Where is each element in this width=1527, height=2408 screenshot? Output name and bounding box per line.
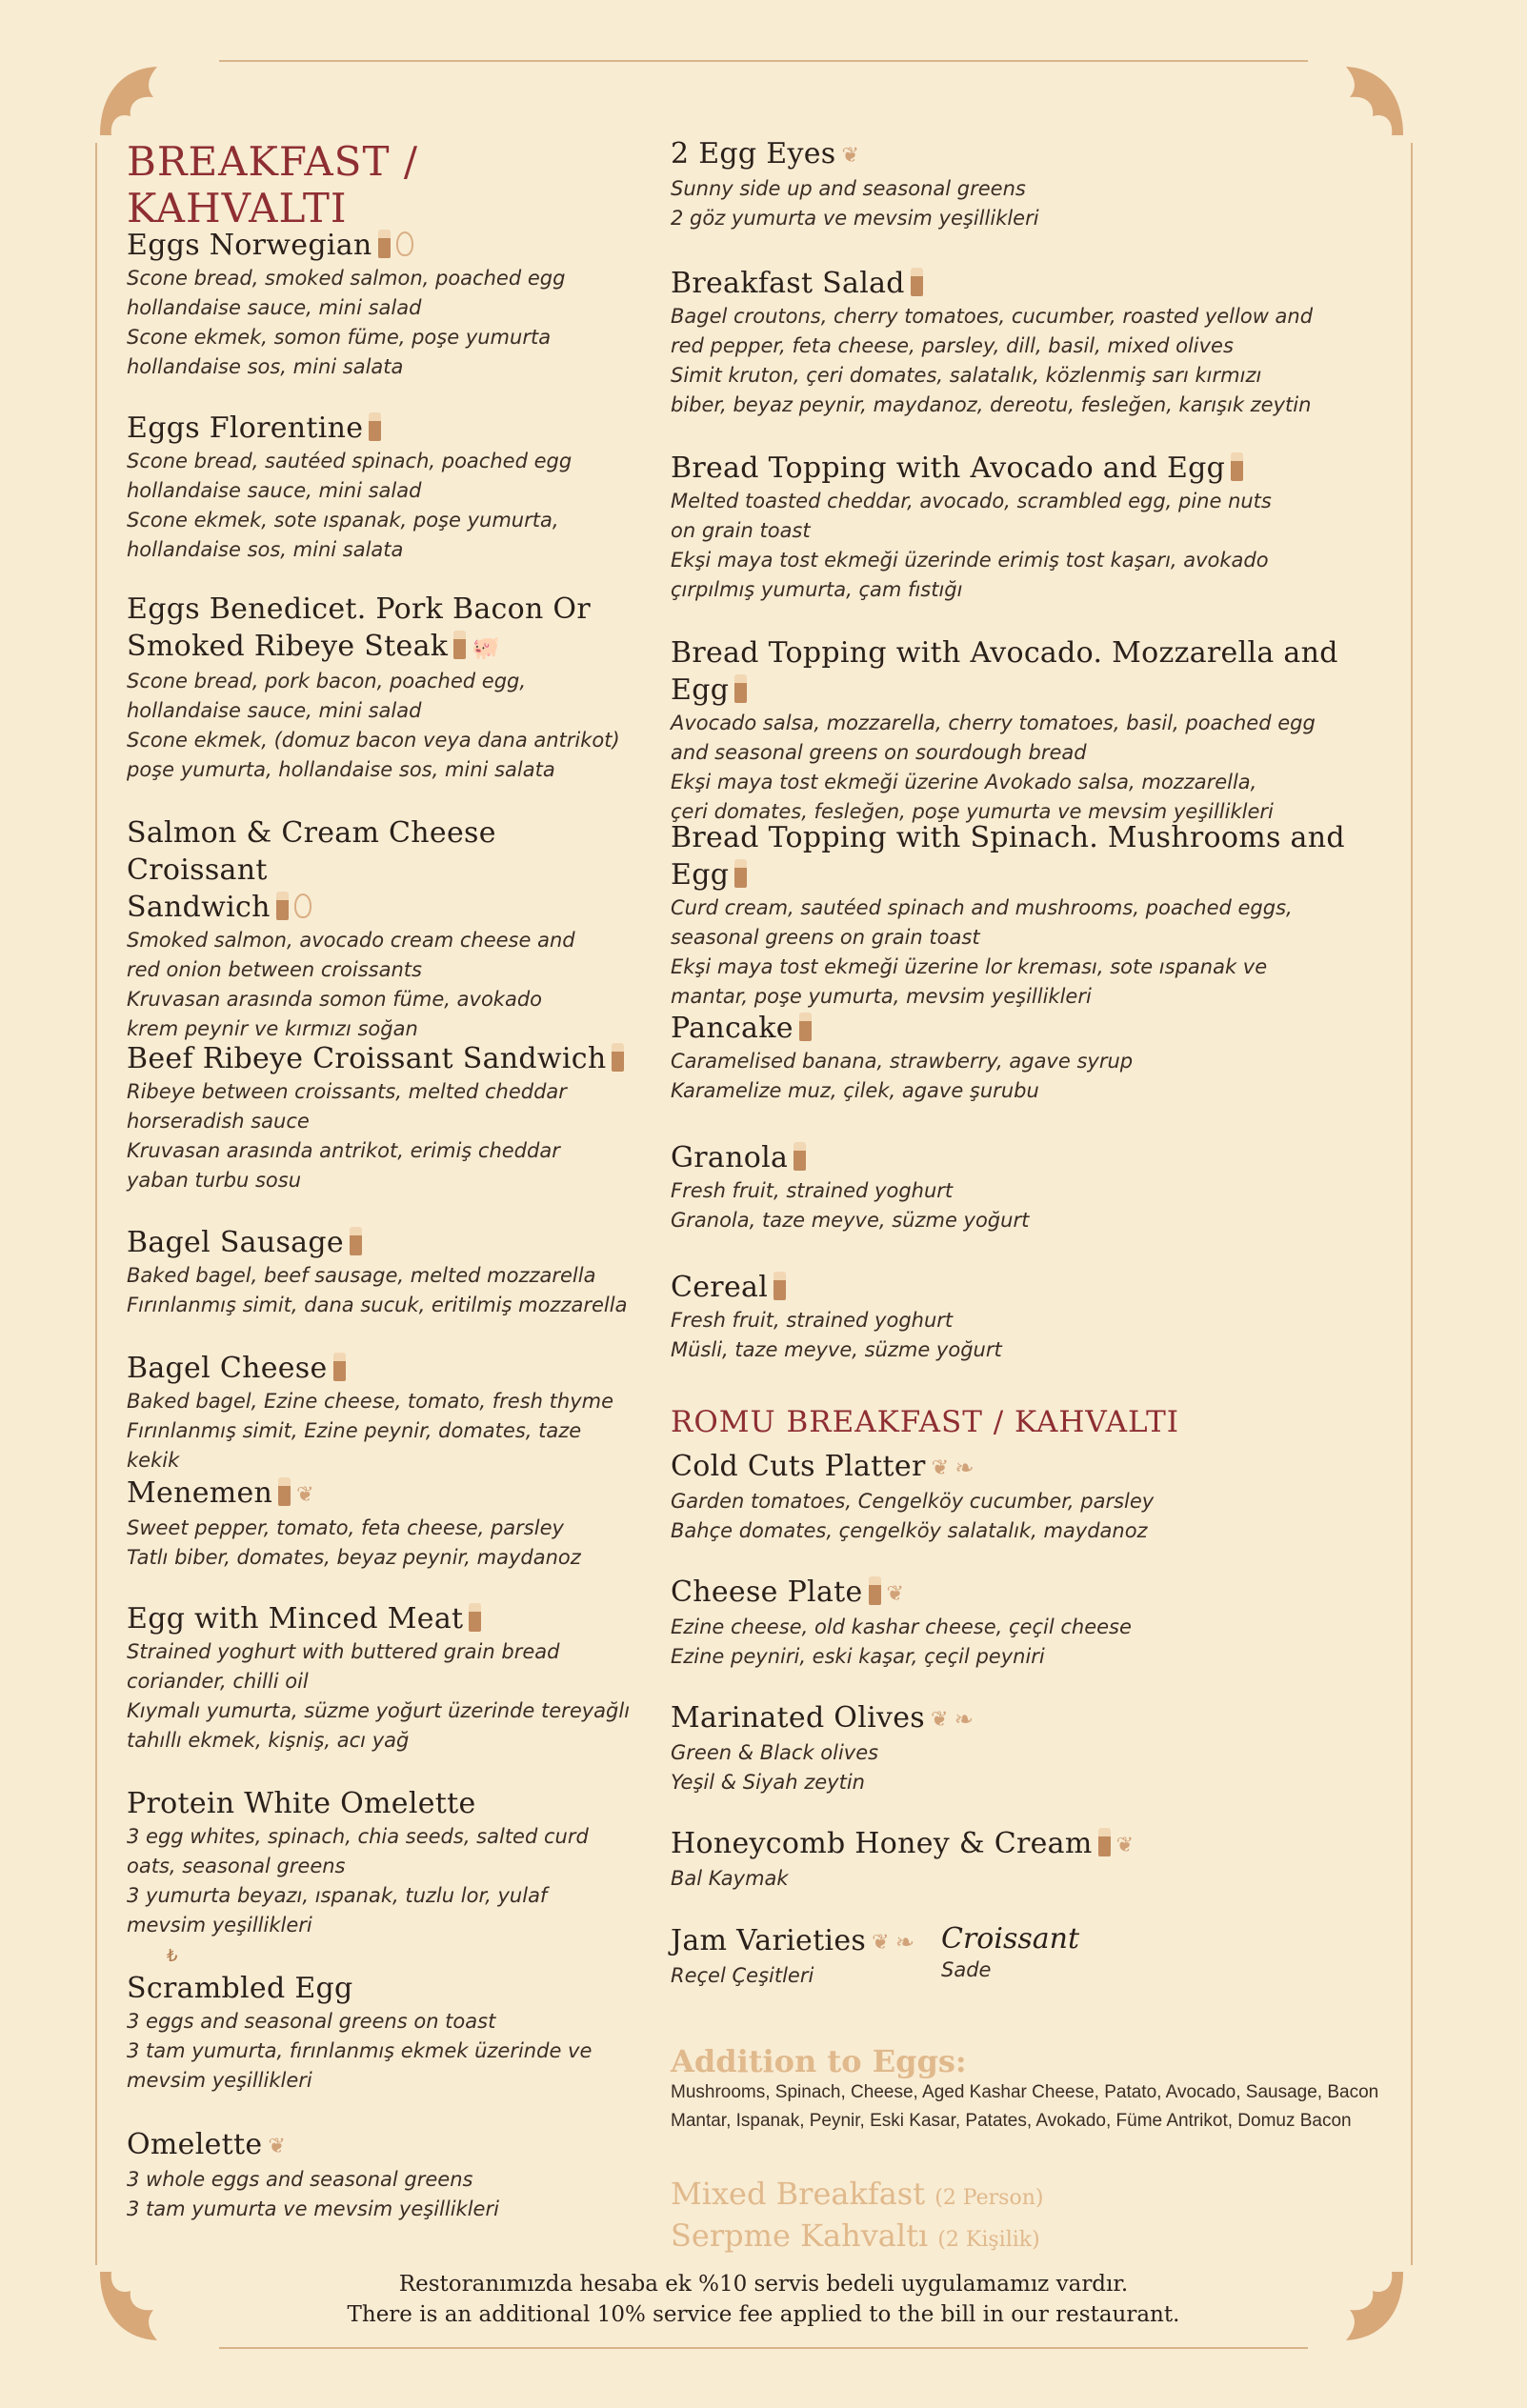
drink-icon bbox=[1231, 452, 1243, 481]
frame-bottom-line bbox=[219, 2347, 1308, 2349]
menu-item-description: çeri domates, fesleğen, poşe yumurta ve mevsim yeşillikleri bbox=[671, 800, 1274, 823]
menu-item-name-text: Scrambled Egg bbox=[127, 1972, 353, 2005]
section-title-romu: ROMU BREAKFAST / KAHVALTI bbox=[671, 1405, 1180, 1439]
egg-icon bbox=[396, 231, 413, 256]
menu-item-name-text: Eggs Norwegian bbox=[127, 229, 372, 262]
drink-icon bbox=[799, 1013, 812, 1041]
lira-mark: ₺ bbox=[167, 1946, 178, 1966]
service-fee-note-tr: Restoranımızda hesaba ek %10 servis bedeli uygulamamız vardır. bbox=[398, 2272, 1129, 2297]
menu-item-description: Fırınlanmış simit, dana sucuk, eritilmiş mozzarella bbox=[127, 1294, 628, 1316]
menu-item-description: Karamelize muz, çilek, agave şurubu bbox=[671, 1079, 1039, 1102]
wheat-icon: ❦ bbox=[886, 1581, 905, 1606]
menu-item-name-text: Omelette bbox=[127, 2128, 263, 2161]
menu-item-name-text: Granola bbox=[671, 1141, 789, 1174]
frame-top-line bbox=[219, 60, 1308, 62]
corner-ornament-icon bbox=[1308, 59, 1413, 145]
menu-item bbox=[127, 1970, 632, 2096]
frame-right-line bbox=[1411, 143, 1413, 2265]
menu-item bbox=[127, 2126, 632, 2224]
menu-item-description: Fresh fruit, strained yoghurt bbox=[671, 1309, 954, 1332]
menu-item-description: Reçel Çeşitleri bbox=[671, 1963, 814, 1987]
menu-item-description: Green & Black olives bbox=[671, 1740, 879, 1764]
menu-item-description: Fırınlanmış simit, Ezine peynir, domates, taze kekik bbox=[127, 1419, 582, 1472]
menu-item-name-text: Menemen bbox=[127, 1476, 273, 1510]
menu-item-name bbox=[671, 450, 1404, 487]
drink-icon bbox=[276, 892, 289, 920]
leaf-icon: ❧ bbox=[954, 1454, 974, 1481]
menu-item-description: Strained yoghurt with buttered grain bread bbox=[127, 1640, 560, 1663]
menu-item-description: Curd cream, sautéed spinach and mushrooms, poached eggs, bbox=[671, 896, 1293, 919]
menu-item-description: Scone ekmek, somon füme, poşe yumurta bbox=[127, 326, 552, 349]
menu-item-description: 3 eggs and seasonal greens on toast bbox=[127, 2010, 496, 2033]
mixed-breakfast-persons: (2 Person) bbox=[934, 2186, 1044, 2210]
menu-item-description: 3 whole eggs and seasonal greens bbox=[127, 2167, 473, 2191]
menu-item-description: red pepper, feta cheese, parsley, dill, basil, mixed olives bbox=[671, 334, 1234, 357]
menu-item-description: Kruvasan arasında somon füme, avokado bbox=[127, 988, 542, 1011]
menu-item bbox=[671, 135, 1404, 233]
menu-item-name-text: Bagel Sausage bbox=[127, 1226, 344, 1259]
menu-item-description: Sweet pepper, tomato, feta cheese, parsley bbox=[127, 1515, 564, 1539]
menu-item-description: krem peynir ve kırmızı soğan bbox=[127, 1017, 418, 1040]
drink-icon bbox=[869, 1576, 881, 1605]
menu-item-name bbox=[671, 1269, 1404, 1306]
menu-item-name bbox=[127, 591, 632, 628]
menu-item-description: mantar, poşe yumurta, mevsim yeşillikleri bbox=[671, 985, 1092, 1008]
menu-item-description: Ribeye between croissants, melted cheddar bbox=[127, 1080, 567, 1103]
menu-item-description: Avocado salsa, mozzarella, cherry tomatoes, basil, poached egg bbox=[671, 712, 1316, 734]
menu-item-name-text: Smoked Ribeye Steak bbox=[127, 630, 449, 663]
leaf-icon: ❧ bbox=[894, 1928, 915, 1956]
menu-item-description: and seasonal greens on sourdough bread bbox=[671, 741, 1087, 764]
page-title: BREAKFAST / KAHVALTI bbox=[127, 138, 418, 231]
menu-item-name bbox=[671, 265, 1404, 302]
menu-item-name bbox=[127, 1350, 632, 1387]
menu-item bbox=[127, 1350, 632, 1475]
menu-item-description: Bahçe domates, çengelköy salatalık, maydanoz bbox=[671, 1518, 1148, 1542]
menu-item bbox=[671, 1825, 1404, 1894]
menu-item bbox=[671, 1269, 1404, 1365]
menu-item-description: 3 egg whites, spinach, chia seeds, salted curd bbox=[127, 1825, 589, 1848]
menu-item-name-text: Cheese Plate bbox=[671, 1575, 863, 1609]
wheat-icon: ❦ bbox=[1115, 1833, 1135, 1857]
menu-item-description: yaban turbu sosu bbox=[127, 1169, 302, 1192]
frame-left-line bbox=[95, 143, 97, 2265]
menu-item-description: Ezine peyniri, eski kaşar, çeçil peyniri bbox=[671, 1644, 1045, 1668]
wheat-icon: ❦ bbox=[931, 1455, 950, 1480]
menu-item-name-text: Breakfast Salad bbox=[671, 267, 905, 300]
menu-item bbox=[671, 1139, 1404, 1235]
serpme-kahvalti-label: Serpme Kahvaltı bbox=[671, 2217, 929, 2254]
drink-icon bbox=[612, 1043, 624, 1072]
drink-icon bbox=[734, 674, 747, 703]
croissant-item bbox=[941, 1922, 1079, 1983]
menu-item bbox=[671, 450, 1404, 605]
menu-item-description: Simit kruton, çeri domates, salatalık, közlenmiş sarı kırmızı bbox=[671, 364, 1262, 387]
menu-item bbox=[127, 1040, 632, 1195]
menu-item-name bbox=[127, 1970, 632, 2007]
menu-item-description: hollandaise sos, mini salata bbox=[127, 355, 404, 378]
menu-item-description: Caramelised banana, strawberry, agave syrup bbox=[671, 1050, 1134, 1073]
menu-item-description: Sunny side up and seasonal greens bbox=[671, 176, 1026, 200]
drink-icon bbox=[794, 1142, 806, 1171]
menu-item-name bbox=[127, 410, 632, 447]
service-fee-note-en: There is an additional 10% service fee applied to the bill in our restaurant. bbox=[347, 2302, 1180, 2327]
menu-item bbox=[127, 1224, 632, 1320]
menu-item-description: red onion between croissants bbox=[127, 958, 422, 981]
menu-item-description: biber, beyaz peynir, maydanoz, dereotu, fesleğen, karışık zeytin bbox=[671, 393, 1312, 416]
menu-item-name-text: Bread Topping with Spinach. Mushrooms and Egg bbox=[671, 821, 1345, 892]
menu-item-description: Fresh fruit, strained yoghurt bbox=[671, 1179, 954, 1202]
drink-icon bbox=[369, 412, 381, 441]
addition-title: Addition to Eggs: bbox=[671, 2043, 967, 2079]
wheat-icon: ❦ bbox=[872, 1930, 890, 1955]
menu-item bbox=[127, 1600, 632, 1756]
menu-item-name-text: Protein White Omelette bbox=[127, 1787, 476, 1820]
menu-item-description: hollandaise sauce, mini salad bbox=[127, 296, 422, 319]
menu-item-description: Ekşi maya tost ekmeği üzerine lor kreması, sote ıspanak ve bbox=[671, 955, 1268, 978]
menu-item-description: 3 yumurta beyazı, ıspanak, tuzlu lor, yulaf bbox=[127, 1884, 548, 1907]
menu-item-name-text: Pancake bbox=[671, 1012, 794, 1045]
menu-item-name-text: Honeycomb Honey & Cream bbox=[671, 1827, 1093, 1860]
menu-item bbox=[671, 1010, 1404, 1106]
menu-item bbox=[671, 1448, 1404, 1546]
menu-item-description: mevsim yeşillikleri bbox=[127, 2069, 312, 2092]
pig-icon: 🐖 bbox=[472, 633, 501, 661]
menu-item-name bbox=[127, 1785, 632, 1822]
menu-item-name bbox=[671, 634, 1404, 709]
serpme-kahvalti bbox=[671, 2217, 1040, 2254]
menu-item-description: hollandaise sos, mini salata bbox=[127, 538, 404, 561]
menu-item-name-text: Egg with Minced Meat bbox=[127, 1602, 464, 1635]
menu-item-description: Ekşi maya tost ekmeği üzerinde erimiş tost kaşarı, avokado bbox=[671, 549, 1269, 572]
menu-item-description: seasonal greens on grain toast bbox=[671, 926, 980, 949]
drink-icon bbox=[453, 631, 466, 659]
drink-icon bbox=[278, 1477, 291, 1506]
menu-item-name bbox=[127, 1475, 632, 1514]
menu-item-name bbox=[671, 819, 1404, 893]
menu-item-name-text: Cold Cuts Platter bbox=[671, 1450, 926, 1483]
menu-item bbox=[127, 814, 632, 1044]
menu-item-description: poşe yumurta, hollandaise sos, mini salata bbox=[127, 757, 555, 781]
menu-item-description: Scone bread, sautéed spinach, poached egg bbox=[127, 450, 573, 472]
menu-item bbox=[671, 634, 1404, 827]
menu-item bbox=[671, 1574, 1404, 1672]
wheat-icon: ❦ bbox=[841, 143, 860, 168]
wheat-icon: ❦ bbox=[930, 1707, 949, 1732]
menu-item-name bbox=[127, 1224, 632, 1261]
drink-icon bbox=[911, 268, 923, 296]
menu-item-name-line2 bbox=[127, 628, 632, 667]
menu-item-description: Scone ekmek, sote ıspanak, poşe yumurta, bbox=[127, 509, 559, 532]
menu-item-description: Kruvasan arasında antrikot, erimiş cheddar bbox=[127, 1139, 560, 1162]
menu-item-description: coriander, chilli oil bbox=[127, 1670, 309, 1693]
menu-item-name-text: Eggs Florentine bbox=[127, 411, 364, 445]
drink-icon bbox=[734, 859, 747, 888]
drink-icon bbox=[469, 1603, 481, 1632]
menu-item-description: Scone bread, pork bacon, poached egg, bbox=[127, 669, 527, 692]
menu-item-description: Yeşil & Siyah zeytin bbox=[671, 1770, 865, 1794]
menu-item-description: Ezine cheese, old kashar cheese, çeçil cheese bbox=[671, 1615, 1132, 1638]
leaf-icon: ❧ bbox=[954, 1705, 974, 1733]
drink-icon bbox=[350, 1227, 362, 1255]
menu-item-description: hollandaise sauce, mini salad bbox=[127, 698, 422, 722]
menu-item-name-text: Bread Topping with Avocado and Egg bbox=[671, 452, 1226, 485]
menu-item-name bbox=[671, 1139, 1404, 1176]
menu-item bbox=[127, 410, 632, 565]
menu-item-description: 2 göz yumurta ve mevsim yeşillikleri bbox=[671, 206, 1039, 230]
menu-item-name bbox=[671, 1448, 1404, 1487]
menu-item-description: on grain toast bbox=[671, 519, 811, 542]
menu-item bbox=[127, 1785, 632, 1940]
serpme-kahvalti-persons: (2 Kişilik) bbox=[937, 2228, 1040, 2252]
egg-icon bbox=[294, 893, 311, 918]
menu-item-name bbox=[671, 1825, 1404, 1864]
menu-item-name-text: Eggs Benedicet. Pork Bacon Or bbox=[127, 592, 591, 626]
menu-item-name-text: 2 Egg Eyes bbox=[671, 137, 836, 171]
menu-item-name bbox=[127, 2126, 632, 2165]
menu-item-description: Kıymalı yumurta, süzme yoğurt üzerinde tereyağlı bbox=[127, 1699, 631, 1722]
menu-item-name-line2 bbox=[127, 889, 632, 926]
menu-item-name-text: Jam Varieties bbox=[671, 1924, 867, 1957]
menu-item-description: Müsli, taze meyve, süzme yoğurt bbox=[671, 1338, 1002, 1361]
wheat-icon: ❦ bbox=[296, 1482, 314, 1507]
menu-item-description: oats, seasonal greens bbox=[127, 1855, 346, 1877]
drink-icon bbox=[1098, 1828, 1111, 1856]
menu-item-name bbox=[671, 135, 1404, 174]
drink-icon bbox=[774, 1272, 786, 1300]
menu-item-name-text: Beef Ribeye Croissant Sandwich bbox=[127, 1042, 607, 1075]
wheat-icon: ❦ bbox=[268, 2134, 287, 2158]
menu-item-description: mevsim yeşillikleri bbox=[127, 1914, 312, 1936]
menu-item bbox=[127, 591, 632, 785]
menu-item-description: Baked bagel, beef sausage, melted mozzarella bbox=[127, 1264, 596, 1287]
menu-item bbox=[127, 1475, 632, 1573]
mixed-breakfast-label: Mixed Breakfast bbox=[671, 2176, 926, 2212]
menu-item-name bbox=[127, 814, 632, 889]
menu-item-name bbox=[127, 1040, 632, 1077]
menu-item-name-text: Marinated Olives bbox=[671, 1701, 925, 1735]
addition-line-tr: Mantar, Ispanak, Peynir, Eski Kasar, Patates, Avokado, Füme Antrikot, Domuz Bacon bbox=[671, 2111, 1352, 2131]
menu-item bbox=[671, 265, 1404, 420]
corner-ornament-icon bbox=[90, 59, 195, 145]
menu-item-description: Baked bagel, Ezine cheese, tomato, fresh thyme bbox=[127, 1390, 613, 1413]
menu-item bbox=[127, 227, 632, 382]
menu-item-description: Granola, taze meyve, süzme yoğurt bbox=[671, 1209, 1030, 1232]
menu-item-description: horseradish sauce bbox=[127, 1110, 310, 1133]
mixed-breakfast bbox=[671, 2176, 1043, 2212]
drink-icon bbox=[333, 1353, 346, 1381]
menu-item-description: Smoked salmon, avocado cream cheese and bbox=[127, 929, 575, 952]
menu-item-description: Melted toasted cheddar, avocado, scrambled egg, pine nuts bbox=[671, 490, 1272, 512]
menu-item-description: Bal Kaymak bbox=[671, 1866, 789, 1890]
menu-item-description: Scone ekmek, (domuz bacon veya dana antrikot) bbox=[127, 728, 620, 752]
menu-item-description: Bagel croutons, cherry tomatoes, cucumber, roasted yellow and bbox=[671, 305, 1314, 328]
menu-item-name bbox=[671, 1699, 1404, 1738]
addition-line-en: Mushrooms, Spinach, Cheese, Aged Kashar Cheese, Patato, Avocado, Sausage, Bacon bbox=[671, 2082, 1379, 2102]
menu-item-name-text: Bread Topping with Avocado. Mozzarella and Egg bbox=[671, 636, 1338, 707]
menu-item-name bbox=[671, 1010, 1404, 1047]
menu-item-description: Ekşi maya tost ekmeği üzerine Avokado salsa, mozzarella, bbox=[671, 771, 1257, 793]
menu-item bbox=[671, 1699, 1404, 1797]
menu-item-name bbox=[127, 1600, 632, 1637]
menu-item-name bbox=[671, 1574, 1404, 1613]
menu-item-description: Garden tomatoes, Cengelköy cucumber, parsley bbox=[671, 1489, 1155, 1513]
menu-item-description: hollandaise sauce, mini salad bbox=[127, 479, 422, 502]
menu-item-name-text: Sandwich bbox=[127, 891, 271, 924]
menu-item-description: 3 tam yumurta ve mevsim yeşillikleri bbox=[127, 2197, 499, 2220]
menu-item-description: Scone bread, smoked salmon, poached egg bbox=[127, 267, 566, 290]
drink-icon bbox=[378, 230, 391, 258]
croissant-name: Croissant bbox=[941, 1922, 1080, 1956]
menu-item-name-text: Cereal bbox=[671, 1271, 769, 1304]
menu-item-description: Tatlı biber, domates, beyaz peynir, maydanoz bbox=[127, 1545, 581, 1569]
menu-item-name bbox=[127, 227, 632, 264]
menu-item-description: çırpılmış yumurta, çam fıstığı bbox=[671, 578, 963, 601]
menu-item-description: 3 tam yumurta, fırınlanmış ekmek üzerinde ve bbox=[127, 2039, 593, 2062]
menu-item-name-text: Bagel Cheese bbox=[127, 1352, 328, 1385]
menu-item-name-text: Salmon & Cream Cheese Croissant bbox=[127, 816, 496, 887]
menu-item bbox=[671, 819, 1404, 1012]
menu-item-description: tahıllı ekmek, kişniş, acı yağ bbox=[127, 1729, 410, 1752]
croissant-sub: Sade bbox=[941, 1958, 992, 1981]
